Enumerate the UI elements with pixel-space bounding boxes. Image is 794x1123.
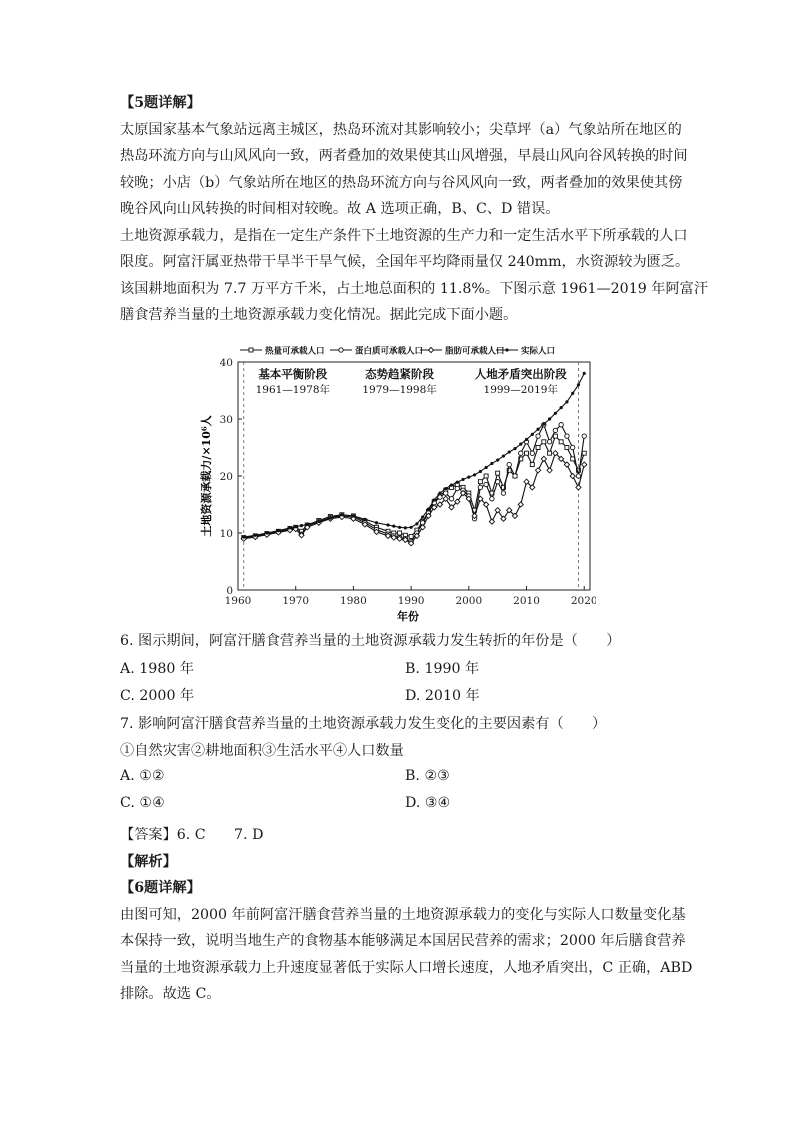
series-2-point-2007	[507, 462, 511, 466]
series-4-point-2018	[571, 392, 574, 395]
series-1-point-2016	[559, 440, 563, 444]
series-2-point-2004	[490, 497, 494, 501]
series-4-point-2015	[554, 412, 557, 415]
stage-range-2: 1979—1998年	[362, 384, 437, 396]
section5-header: 【5题详解】	[120, 95, 201, 111]
q7-stem: 7. 影响阿富汗膳食营养当量的土地资源承载力发生变化的主要因素有（ ）	[120, 716, 607, 732]
series-1-point-2020	[582, 451, 586, 455]
series-4-point-1967	[277, 529, 280, 532]
y-tick-label-0: 0	[226, 585, 233, 597]
legend-marker-3	[428, 347, 433, 352]
legend-label-1: 热量可承载人口	[265, 346, 325, 357]
series-2-point-2012	[536, 434, 540, 438]
series-2-point-2019	[576, 474, 580, 478]
q7-option-a: A. ①②	[120, 768, 165, 784]
chart-series	[241, 372, 587, 546]
series-4-point-1984	[375, 521, 378, 524]
series-4-point-2013	[542, 423, 545, 426]
series-4-point-1969	[288, 526, 291, 529]
x-tick-label-2000: 2000	[455, 595, 483, 607]
series-4-point-1965	[265, 531, 268, 534]
series-2-point-2020	[582, 434, 586, 438]
series-4-point-1996	[444, 487, 447, 490]
series-2-point-2009	[519, 451, 523, 455]
q7-option-d: D. ③④	[405, 795, 451, 811]
carrying-capacity-chart	[196, 342, 596, 624]
series-4-point-2006	[502, 454, 505, 457]
series-2-point-2002	[478, 485, 482, 489]
legend-marker-2	[339, 348, 343, 352]
series-4-point-1989	[404, 526, 407, 529]
series-4-point-1974	[317, 520, 320, 523]
series-1-point-1990	[409, 534, 413, 538]
q6-option-c: C. 2000 年	[120, 688, 195, 704]
legend-label-3: 脂肪可承载人口	[445, 346, 505, 357]
stage-name-1: 基本平衡阶段	[258, 367, 328, 381]
series-2-point-1998	[455, 486, 459, 490]
stage-name-2: 态势趋紧阶段	[365, 367, 435, 381]
section5-line-3: 较晚；小店（b）气象站所在地区的热岛环流方向与谷风风向一致，两者叠加的效果使其傍	[120, 174, 683, 191]
series-4-point-1993	[427, 507, 430, 510]
series-4-point-2011	[531, 433, 534, 436]
series-2-point-2008	[513, 474, 517, 478]
stage-name-3: 人地矛盾突出阶段	[474, 367, 567, 381]
series-3-point-2012	[535, 468, 540, 473]
series-1-point-2011	[530, 463, 534, 467]
series-4-point-2012	[536, 428, 539, 431]
section5-line-1: 太原国家基本气象站远离主城区，热岛环流对其影响较小；尖草坪（a）气象站所在地区的	[120, 121, 682, 138]
series-1-point-2015	[553, 434, 557, 438]
q6-stem: 6. 图示期间，阿富汗膳食营养当量的土地资源承载力发生转折的年份是（ ）	[120, 633, 621, 649]
x-tick-label-1960: 1960	[224, 595, 252, 607]
series-3-point-2018	[570, 473, 575, 478]
series-4-point-2019	[577, 383, 580, 386]
legend-label-2: 蛋白质可承载人口	[355, 346, 424, 357]
series-4-point-2008	[513, 447, 516, 450]
series-4-point-2005	[496, 458, 499, 461]
y-tick-label-20: 20	[219, 471, 233, 483]
series-2-point-2018	[570, 445, 574, 449]
q7-option-c: C. ①④	[120, 795, 165, 811]
series-4-point-2001	[473, 473, 476, 476]
series-2-point-2015	[553, 428, 557, 432]
legend-marker-4	[505, 348, 508, 351]
series-4-point-1976	[329, 517, 332, 520]
series-1-point-2010	[525, 451, 529, 455]
series-1-point-2013	[542, 440, 546, 444]
series-4-point-2004	[490, 462, 493, 465]
section6-header: 【6题详解】	[120, 880, 201, 896]
series-4-point-2010	[525, 438, 528, 441]
series-4-point-1986	[386, 523, 389, 526]
x-tick-label-1980: 1980	[340, 595, 367, 607]
analysis-header: 【解析】	[120, 853, 177, 870]
series-1-point-1988	[398, 531, 402, 535]
stage-range-3: 1999—2019年	[483, 384, 558, 396]
series-1-point-2003	[484, 474, 488, 478]
series-4-point-1987	[392, 525, 395, 528]
series-4-point-2014	[548, 417, 551, 420]
section6-line-4: 排除。故选 C。	[120, 986, 221, 1002]
stage-labels	[256, 367, 568, 396]
section6-line-3: 当量的土地资源承载力上升速度显著低于实际人口增长速度，人地矛盾突出，C 正确，ABD	[120, 959, 693, 976]
series-4-point-1978	[340, 513, 343, 516]
chart-svg	[196, 342, 596, 624]
series-4-point-2007	[508, 450, 511, 453]
answer-block	[120, 822, 693, 1008]
x-tick-label-2010: 2010	[513, 595, 540, 607]
series-3-point-2009	[518, 502, 523, 507]
stage-range-1: 1961—1978年	[255, 384, 331, 396]
y-tick-label-30: 30	[219, 414, 233, 426]
series-4-point-1963	[254, 534, 257, 537]
x-axis-label: 年份	[397, 610, 419, 623]
series-3-point-2019	[576, 485, 581, 490]
x-tick-label-1970: 1970	[282, 595, 310, 607]
series-1-point-2017	[565, 446, 569, 450]
series-4-point-1980	[352, 514, 355, 517]
series-4-point-2016	[560, 406, 563, 409]
series-2-point-2005	[495, 480, 499, 484]
q6-option-d: D. 2010 年	[405, 688, 480, 704]
plot-frame	[238, 362, 590, 590]
series-4-point-2020	[583, 372, 586, 375]
series-4-point-1998	[456, 481, 459, 484]
series-3-point-2013	[541, 456, 546, 461]
series-1-point-2005	[496, 471, 500, 475]
y-tick-label-40: 40	[219, 357, 233, 369]
q6-option-b: B. 1990 年	[405, 661, 480, 677]
series-2-point-2014	[547, 440, 551, 444]
q7-factors: ①自然灾害②耕地面积③生活水平④人口数量	[120, 743, 404, 759]
series-4-point-1994	[433, 498, 436, 501]
q7-option-b: B. ②③	[405, 768, 450, 784]
legend-marker-1	[249, 348, 253, 352]
series-3-point-2020	[582, 462, 587, 467]
chart-legend	[240, 346, 555, 357]
x-tick-label-1990: 1990	[397, 595, 425, 607]
series-4-point-1961	[242, 535, 245, 538]
series-4-point-1971	[300, 524, 303, 527]
series-4-point-1970	[294, 525, 297, 528]
series-1-point-2018	[571, 457, 575, 461]
series-3-point-2004	[489, 519, 494, 524]
series-2-point-1997	[449, 497, 453, 501]
intro-line-2: 限度。阿富汗属亚热带干旱半干旱气候，全国年平均降雨量仅 240mm，水资源较为匮乏。	[120, 254, 690, 270]
intro-line-3: 该国耕地面积为 7.7 万平方千米，占土地总面积的 11.8%。下图示意 1961—2019 年阿富汗	[120, 280, 709, 297]
series-2-point-2006	[501, 491, 505, 495]
section6-line-1: 由图可知，2000 年前阿富汗膳食营养当量的土地资源承载力的变化与实际人口数量变化基	[120, 906, 686, 923]
series-1-point-2012	[536, 446, 540, 450]
series-2-point-1996	[444, 491, 448, 495]
series-2-point-2011	[530, 451, 534, 455]
series-4-point-2003	[485, 466, 488, 469]
intro-line-1: 土地资源承载力，是指在一定生产条件下土地资源的生产力和一定生活水平下所承载的人口	[120, 227, 688, 244]
y-tick-label-10: 10	[219, 528, 233, 540]
series-4-point-1995	[438, 492, 441, 495]
series-2-point-2003	[484, 482, 488, 486]
section5-line-2: 热岛环流方向与山风风向一致，两者叠加的效果使其山风增强，早晨山风向谷风转换的时间	[120, 148, 688, 164]
series-4-point-1991	[415, 522, 418, 525]
legend-label-4: 实际人口	[521, 346, 556, 357]
series-4-point-1997	[450, 484, 453, 487]
series-4-point-2017	[565, 400, 568, 403]
series-4-point-1992	[421, 515, 424, 518]
series-4-point-1990	[410, 526, 413, 529]
q6-option-a: A. 1980 年	[120, 661, 195, 677]
y-axis-label: 土地资源承载力/×10⁶人	[200, 415, 213, 537]
document-page	[120, 90, 709, 329]
series-4-point-2002	[479, 470, 482, 473]
series-1-point-2002	[478, 480, 482, 484]
series-4-point-1972	[306, 523, 309, 526]
series-4-point-1982	[363, 518, 366, 521]
series-2-point-2016	[559, 423, 563, 427]
series-2-point-2017	[565, 434, 569, 438]
series-4-point-1988	[398, 526, 401, 529]
section6-line-2: 本保持一致，说明当地生产的食物基本能够满足本国居民营养的需求；2000 年后膳食营养	[120, 933, 686, 949]
intro-line-4: 膳食营养当量的土地资源承载力变化情况。据此完成下面小题。	[120, 307, 518, 323]
answer-line: 【答案】6. C 7. D	[120, 827, 264, 843]
series-4-point-1999	[461, 478, 464, 481]
series-4-point-2009	[519, 442, 522, 445]
series-4-point-2000	[467, 476, 470, 479]
section5-line-4: 晚谷风向山风转换的时间相对较晚。故 A 选项正确，B、C、D 错误。	[120, 201, 560, 217]
series-3-point-2014	[547, 468, 552, 473]
series-1-point-2014	[548, 451, 552, 455]
x-tick-label-2020: 2020	[570, 595, 596, 607]
